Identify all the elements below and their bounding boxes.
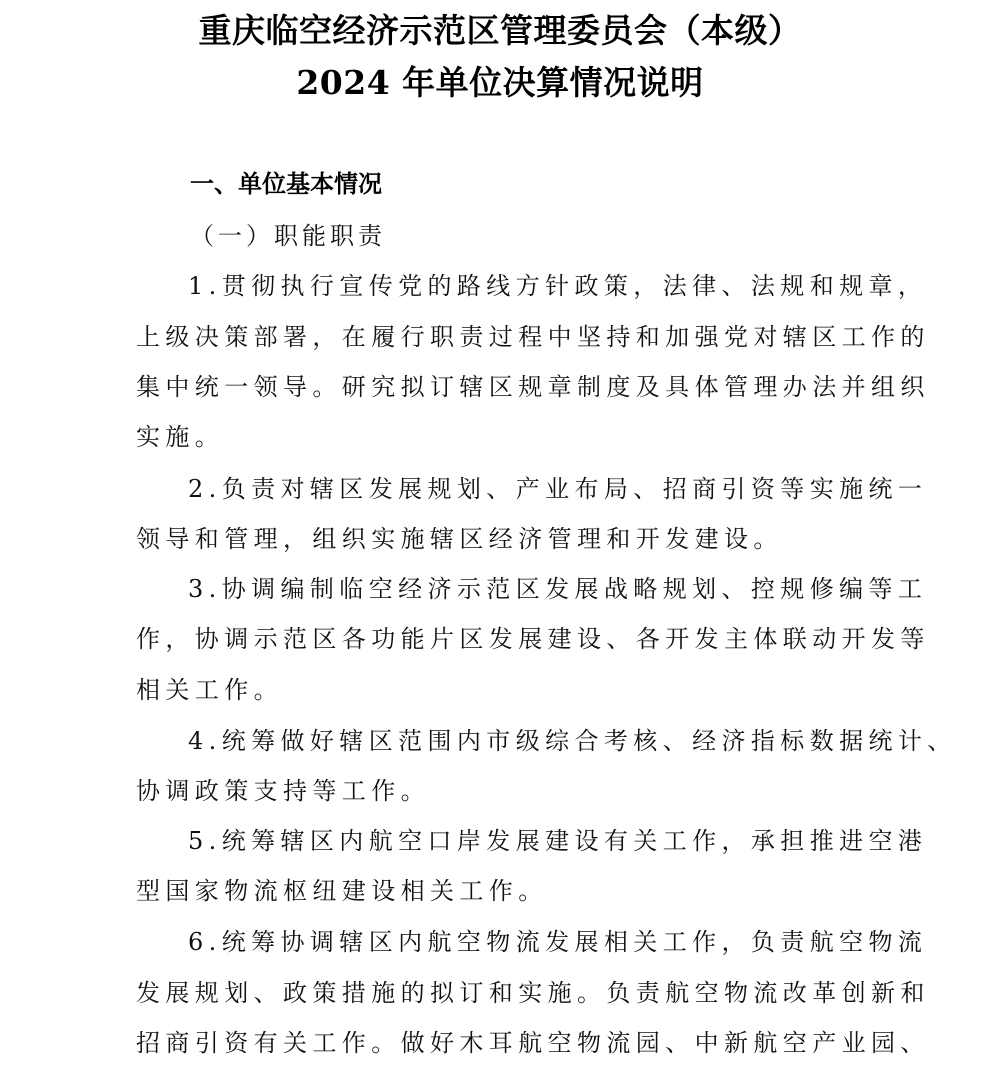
paragraph-3-line-3: 相关工作。 xyxy=(136,676,283,704)
paragraph-5-line-2: 型国家物流枢纽建设相关工作。 xyxy=(136,877,548,905)
paragraph-2-line-2: 领导和管理，组织实施辖区经济管理和开发建设。 xyxy=(136,525,783,553)
paragraph-5-line-1: 5.统筹辖区内航空口岸发展建设有关工作，承担推进空港 xyxy=(188,827,928,855)
paragraph-4-line-2: 协调政策支持等工作。 xyxy=(136,777,430,805)
paragraph-1-line-4: 实施。 xyxy=(136,423,225,451)
subsection-heading-functions: （一）职能职责 xyxy=(190,222,386,250)
paragraph-1-line-3: 集中统一领导。研究拟订辖区规章制度及具体管理办法并组织 xyxy=(136,373,930,401)
paragraph-6-line-2: 发展规划、政策措施的拟订和实施。负责航空物流改革创新和 xyxy=(136,979,930,1007)
paragraph-3-line-2: 作，协调示范区各功能片区发展建设、各开发主体联动开发等 xyxy=(136,625,930,653)
paragraph-6-line-1: 6.统筹协调辖区内航空物流发展相关工作，负责航空物流 xyxy=(188,928,928,956)
paragraph-2-line-1: 2.负责对辖区发展规划、产业布局、招商引资等实施统一 xyxy=(188,475,928,503)
section-heading-basic-info: 一、单位基本情况 xyxy=(190,170,382,198)
paragraph-4-line-1: 4.统筹做好辖区范围内市级综合考核、经济指标数据统计、 xyxy=(188,727,957,755)
paragraph-3-line-1: 3.协调编制临空经济示范区发展战略规划、控规修编等工 xyxy=(188,575,928,603)
document-title-line-2: 2024 年单位决算情况说明 xyxy=(296,63,704,102)
paragraph-1-line-1: 1.贯彻执行宣传党的路线方针政策，法律、法规和规章， xyxy=(188,272,928,300)
paragraph-6-line-3: 招商引资有关工作。做好木耳航空物流园、中新航空产业园、 xyxy=(136,1029,930,1057)
document-title-line-1: 重庆临空经济示范区管理委员会（本级） xyxy=(198,11,802,50)
paragraph-1-line-2: 上级决策部署，在履行职责过程中坚持和加强党对辖区工作的 xyxy=(136,323,930,351)
